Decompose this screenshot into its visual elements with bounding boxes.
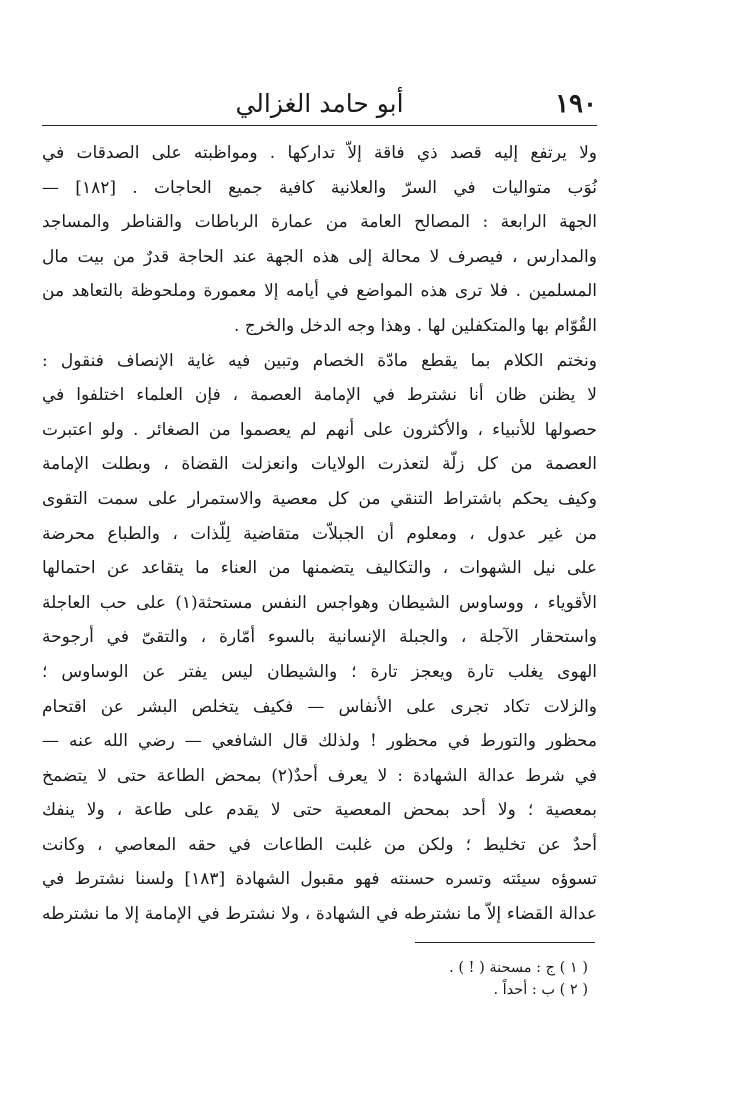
text-line: القُوّام بها والمتكفلين لها . وهذا وجه الدخل والخرج . xyxy=(234,315,597,336)
text-line: نُوَب متواليات في السرّ والعلانية كافية جميع الحاجات . [١٨٢] — xyxy=(42,177,597,198)
text-line: وكيف يحكم باشتراط التنقي من كل معصية والاستمرار على سمت التقوى xyxy=(42,488,597,509)
running-head: أبو حامد الغزالي xyxy=(235,89,404,118)
text-line: بمعصية ؛ ولا أحد بمحض المعصية حتى لا يقدم على طاعة ، ولا ينفك xyxy=(42,800,597,821)
text-line: الجهة الرابعة : المصالح العامة من عمارة الرباطات والقناطر والمساجد xyxy=(42,212,597,233)
footnote-2: ( ٢ ) ب : أحداً . xyxy=(493,982,588,998)
text-line: ولا يرتفع إليه قصد ذي فاقة إلاّ تداركها . ومواظبته على الصدقات في xyxy=(42,143,597,163)
footnote-rule xyxy=(415,942,595,943)
text-line: من غير عدول ، ومعلوم أن الجبلاّت متقاضية لِلّذات ، والطباع محرضة xyxy=(42,523,597,544)
text-line: على نيل الشهوات ، والتكاليف يتضمنها من العناء ما يتقاعد عن احتمالها xyxy=(42,558,597,579)
header-rule xyxy=(42,125,597,126)
text-line: في شرط عدالة الشهادة : لا يعرف أحدٌ(٢) بمحض الطاعة حتى لا يتضمخ xyxy=(42,765,597,786)
text-line: الأقوياء ، ووساوس الشيطان وهواجس النفس مستحثة(١) على حب العاجلة xyxy=(42,592,597,613)
text-line: ونختم الكلام بما يقطع مادّة الخصام وتبين فيه غاية الإنصاف فنقول : xyxy=(42,350,597,371)
text-line: العصمة من كل زلّة لتعذرت الولايات وانعزلت القضاة ، وبطلت الإمامة xyxy=(42,454,597,475)
text-line: تسوؤه سيئته وتسره حسنته فهو مقبول الشهادة [١٨٣] ولسنا نشترط في xyxy=(42,869,597,890)
footnotes xyxy=(300,957,588,1001)
text-line: والزلات تكاد تجرى على الأنفاس — فكيف يتخلص البشر عن اقتحام xyxy=(42,696,597,717)
body-text xyxy=(42,136,597,932)
text-line: حصولها للأنبياء ، والأكثرون على أنهم لم يعصموا من الصغائر . ولو اعتبرت xyxy=(42,419,597,440)
page-number: ١٩٠ xyxy=(555,89,597,119)
text-line: محظور والتورط في محظور ! ولذلك قال الشافعي — رضي الله عنه — xyxy=(42,731,597,752)
text-line: المسلمين . فلا ترى هذه المواضع في أيامه إلا معمورة وملحوظة بالتعاهد من xyxy=(42,281,597,302)
footnote-1: ( ١ ) ج : مسحنة ( ! ) . xyxy=(449,960,588,976)
text-line: لا يظنن ظان أنا نشترط في الإمامة العصمة ، فإن العلماء اختلفوا في xyxy=(42,385,597,406)
text-line: والمدارس ، فيصرف لا محالة إلى هذه الجهة عند الحاجة قدرٌ من بيت مال xyxy=(42,246,597,267)
text-line: عدالة القضاء إلاّ ما نشترطه في الشهادة ، ولا نشترط في الإمامة إلا ما نشترطه xyxy=(42,904,597,925)
text-line: الهوى يغلب تارة ويعجز تارة ؛ والشيطان ليس يفتر عن الوساوس ؛ xyxy=(42,661,597,682)
text-line: أحدٌ عن تخليط ؛ ولكن من غلبت الطاعات في حقه المعاصي ، وكانت xyxy=(42,834,597,855)
text-line: واستحقار الآجلة ، والجبلة الإنسانية بالسوء أمّارة ، والتقىّ في أرجوحة xyxy=(42,627,597,648)
page-header xyxy=(42,84,597,124)
